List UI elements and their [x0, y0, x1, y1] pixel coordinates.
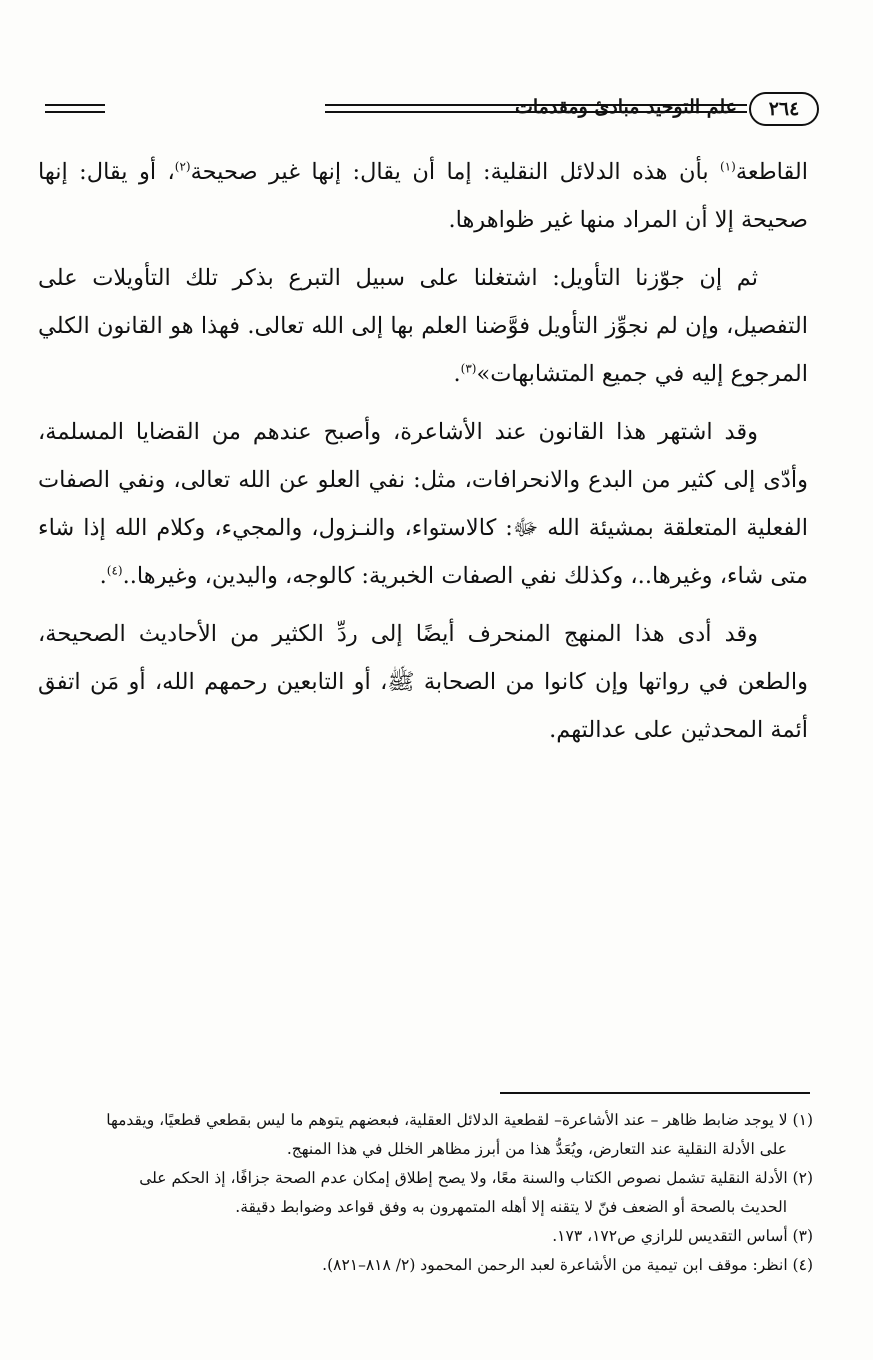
- paragraph: وقد اشتهر هذا القانون عند الأشاعرة، وأصبح عندهم من القضايا المسلمة، وأدّى إلى كثير من البدع والانحرافات، مثل: نفي العلو عن الله تعالى، ونفي الصفات الفعلية المتعلقة بمشيئة الله ﷻ: كالاستواء، والنـزول، والمجيء، وكلام الله إذا شاء متى شاء، وغيرها..، وكذلك نفي الصفات الخبرية: كالوجه، واليدين، وغيرها..$^{(٤)}$.: [38, 419, 808, 589]
- footnote-separator: [500, 1092, 810, 1094]
- footnote-continuation: على الأدلة النقلية عند التعارض، ويُعَدُّ هذا من أبرز مظاهر الخلل في هذا المنهج.: [286, 1140, 787, 1158]
- running-header: [40, 92, 825, 128]
- footnote-ref: (٤): [106, 563, 123, 578]
- header-rule-short: [45, 104, 105, 113]
- footnote-ref: (٢): [174, 159, 191, 174]
- footnote-ref: (١): [719, 159, 736, 174]
- paragraph: ثم إن جوّزنا التأويل: اشتغلنا على سبيل التبرع بذكر تلك التأويلات على التفصيل، وإن لم نجوِّز التأويل فوَّضنا العلم بها إلى الله تعالى. فهذا هو القانون الكلي المرجوع إليه في جميع المتشابهات»$^{(٣)}$.: [38, 265, 808, 387]
- body-text: [38, 148, 808, 764]
- footnote: (٢) الأدلة النقلية تشمل نصوص الكتاب والسنة معًا، ولا يصح إطلاق إمكان عدم الصحة جزافًا، إذ الحكم على: [139, 1169, 813, 1187]
- footnote: (١) لا يوجد ضابط ظاهر – عند الأشاعرة– لقطعية الدلائل العقلية، فبعضهم يتوهم ما ليس بقطعي قطعيًا، ويقدمها: [106, 1111, 813, 1129]
- header-title: علم التوحيد مبادئ ومقدمات: [514, 96, 737, 118]
- footnote: (٤) انظر: موقف ابن تيمية من الأشاعرة لعبد الرحمن المحمود (٢/ ٨١٨–٨٢١).: [322, 1256, 813, 1274]
- footnote-continuation: الحديث بالصحة أو الضعف فنّ لا يتقنه إلا أهله المتمهرون به وفق قواعد وضوابط دقيقة.: [235, 1198, 787, 1216]
- footnote-ref: (٣): [460, 361, 477, 376]
- page-number: ٢٦٤: [749, 92, 819, 126]
- paragraph: القاطعة$^{(١)}$ بأن هذه الدلائل النقلية: إما أن يقال: إنها غير صحيحة$^{(٢)}$، أو يقال: إنها صحيحة إلا أن المراد منها غير ظواهرها.: [38, 159, 808, 233]
- footnotes: [35, 1106, 813, 1280]
- footnote: (٣) أساس التقديس للرازي ص١٧٢، ١٧٣.: [552, 1227, 813, 1245]
- paragraph: وقد أدى هذا المنهج المنحرف أيضًا إلى ردِّ الكثير من الأحاديث الصحيحة، والطعن في رواتها وإن كانوا من الصحابة ﷺ، أو التابعين رحمهم الله، أو مَن اتفق أئمة المحدثين على عدالتهم.: [38, 621, 808, 743]
